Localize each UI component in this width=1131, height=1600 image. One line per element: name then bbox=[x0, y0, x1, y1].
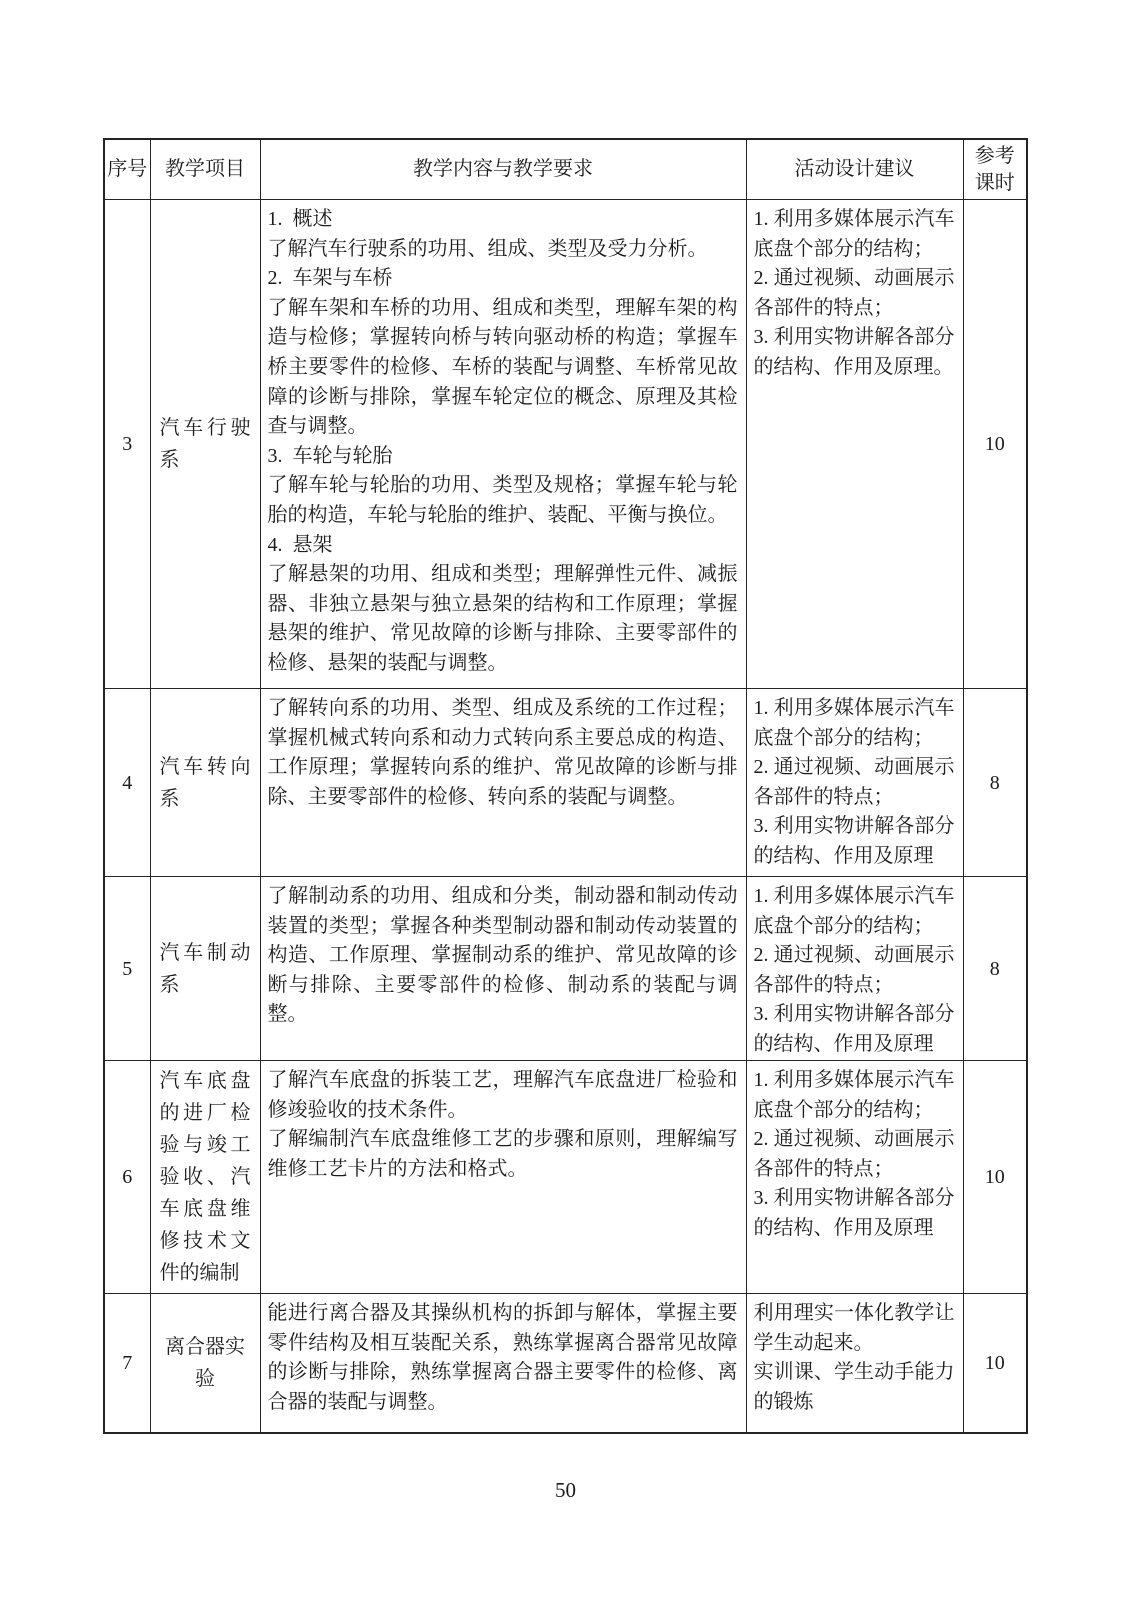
project-label: 离合器实验 bbox=[165, 1336, 245, 1390]
row-number: 6 bbox=[122, 1166, 133, 1188]
cell-content bbox=[260, 200, 746, 689]
cell-no bbox=[104, 1061, 150, 1294]
cell-project bbox=[150, 877, 260, 1061]
header-row bbox=[104, 139, 1027, 200]
activity-paragraph: 2. 通过视频、动画展示各部件的特点； bbox=[753, 267, 955, 319]
cell-content bbox=[260, 1294, 746, 1434]
syllabus-table bbox=[103, 138, 1028, 1434]
table-row bbox=[104, 1061, 1027, 1294]
table-row bbox=[104, 689, 1027, 877]
cell-activity bbox=[746, 1061, 963, 1294]
row-number: 5 bbox=[122, 957, 133, 980]
col-header-project-label: 教学项目 bbox=[165, 158, 245, 180]
content-paragraph: 1. 概述 bbox=[267, 208, 333, 230]
content-paragraph: 了解悬架的功用、组成和类型；理解弹性元件、减振器、非独立悬架与独立悬架的结构和工作原理；掌握悬架的维护、常见故障的诊断与排除、主要零部件的检修、悬架的装配与调整。 bbox=[267, 563, 738, 674]
project-label: 汽车转向系 bbox=[159, 755, 251, 810]
cell-content bbox=[260, 877, 746, 1061]
col-header-no bbox=[104, 139, 150, 200]
hours-value: 10 bbox=[984, 433, 1005, 455]
content-paragraph: 能进行离合器及其操纵机构的拆卸与解体，掌握主要零件结构及相互装配关系，熟练掌握离合器常见故障的诊断与排除，熟练掌握离合器主要零件的检修、离合器的装配与调整。 bbox=[267, 1302, 738, 1413]
project-label: 汽车底盘的进厂检验与竣工验收、汽车底盘维修技术文件的编制 bbox=[159, 1070, 251, 1284]
activity-paragraph: 利用理实一体化教学让学生动起来。 bbox=[753, 1302, 955, 1354]
content-paragraph: 了解转向系的功用、类型、组成及系统的工作过程；掌握机械式转向系和动力式转向系主要总成的构造、工作原理；掌握转向系的维护、常见故障的诊断与排除、主要零部件的检修、转向系的装配与调整。 bbox=[267, 697, 738, 808]
content-paragraph: 2. 车架与车桥 bbox=[267, 267, 393, 290]
content-paragraph: 了解汽车行驶系的功用、组成、类型及受力分析。 bbox=[267, 237, 708, 260]
cell-project bbox=[150, 1061, 260, 1294]
row-number: 7 bbox=[122, 1352, 133, 1374]
hours-value: 8 bbox=[989, 957, 1000, 980]
content-paragraph: 了解车轮与轮胎的功用、类型及规格；掌握车轮与轮胎的构造，车轮与轮胎的维护、装配、平衡与换位。 bbox=[267, 474, 738, 526]
content-paragraph: 了解汽车底盘的拆装工艺，理解汽车底盘进厂检验和修竣验收的技术条件。 bbox=[267, 1069, 738, 1121]
cell-project bbox=[150, 689, 260, 877]
content-paragraph: 了解车架和车桥的功用、组成和类型，理解车架的构造与检修；掌握转向桥与转向驱动桥的构造；掌握车桥主要零件的检修、车桥的装配与调整、车桥常见故障的诊断与排除，掌握车轮定位的概念、原理及其检查与调整。 bbox=[267, 296, 738, 438]
cell-hours bbox=[963, 1294, 1027, 1434]
content-paragraph: 了解编制汽车底盘维修工艺的步骤和原则，理解编写维修工艺卡片的方法和格式。 bbox=[267, 1128, 738, 1180]
hours-value: 10 bbox=[984, 1352, 1005, 1374]
page-number: 50 bbox=[555, 1478, 576, 1502]
activity-paragraph: 实训课、学生动手能力的锻炼 bbox=[753, 1361, 955, 1413]
activity-paragraph: 3. 利用实物讲解各部分的结构、作用及原理 bbox=[753, 815, 955, 867]
cell-content bbox=[260, 689, 746, 877]
activity-paragraph: 1. 利用多媒体展示汽车底盘个部分的结构； bbox=[753, 1069, 955, 1121]
cell-project bbox=[150, 200, 260, 689]
cell-no bbox=[104, 689, 150, 877]
cell-project bbox=[150, 1294, 260, 1434]
project-label: 汽车行驶系 bbox=[159, 417, 251, 471]
hours-value: 10 bbox=[984, 1166, 1005, 1188]
content-paragraph: 了解制动系的功用、组成和分类，制动器和制动传动装置的类型；掌握各种类型制动器和制动传动装置的构造、工作原理、掌握制动系的维护、常见故障的诊断与排除、主要零部件的检修、制动系的装配与调整。 bbox=[267, 885, 738, 1026]
table-body bbox=[104, 200, 1027, 1434]
col-header-activity bbox=[746, 139, 963, 200]
activity-paragraph: 3. 利用实物讲解各部分的结构、作用及原理 bbox=[753, 1003, 955, 1055]
col-header-activity-label: 活动设计建议 bbox=[794, 158, 915, 180]
activity-paragraph: 3. 利用实物讲解各部分的结构、作用及原理 bbox=[753, 1187, 955, 1239]
activity-paragraph: 2. 通过视频、动画展示各部件的特点； bbox=[753, 1128, 955, 1180]
col-header-content bbox=[260, 139, 746, 200]
cell-hours bbox=[963, 200, 1027, 689]
content-paragraph: 3. 车轮与轮胎 bbox=[267, 444, 393, 467]
content-paragraph: 4. 悬架 bbox=[267, 533, 333, 556]
activity-paragraph: 2. 通过视频、动画展示各部件的特点； bbox=[753, 756, 955, 808]
cell-activity bbox=[746, 689, 963, 877]
table-row bbox=[104, 1294, 1027, 1434]
table-row bbox=[104, 877, 1027, 1061]
activity-paragraph: 1. 利用多媒体展示汽车底盘个部分的结构； bbox=[753, 208, 955, 260]
cell-no bbox=[104, 200, 150, 689]
cell-activity bbox=[746, 200, 963, 689]
cell-hours bbox=[963, 1061, 1027, 1294]
activity-paragraph: 3. 利用实物讲解各部分的结构、作用及原理。 bbox=[753, 326, 955, 378]
cell-hours bbox=[963, 877, 1027, 1061]
hours-value: 8 bbox=[989, 771, 1000, 794]
cell-activity bbox=[746, 877, 963, 1061]
activity-paragraph: 2. 通过视频、动画展示各部件的特点； bbox=[753, 944, 955, 996]
col-header-project bbox=[150, 139, 260, 200]
cell-activity bbox=[746, 1294, 963, 1434]
cell-no bbox=[104, 1294, 150, 1434]
col-header-no-label: 序号 bbox=[107, 158, 148, 180]
row-number: 4 bbox=[122, 771, 133, 794]
project-label: 汽车制动系 bbox=[159, 941, 251, 996]
cell-no bbox=[104, 877, 150, 1061]
table-row bbox=[104, 200, 1027, 689]
cell-content bbox=[260, 1061, 746, 1294]
col-header-content-label: 教学内容与教学要求 bbox=[413, 158, 593, 180]
activity-paragraph: 1. 利用多媒体展示汽车底盘个部分的结构； bbox=[753, 885, 955, 937]
col-header-hours bbox=[963, 139, 1027, 200]
col-header-hours-label: 参考课时 bbox=[974, 144, 1015, 194]
activity-paragraph: 1. 利用多媒体展示汽车底盘个部分的结构； bbox=[753, 697, 955, 749]
cell-hours bbox=[963, 689, 1027, 877]
row-number: 3 bbox=[122, 433, 133, 455]
